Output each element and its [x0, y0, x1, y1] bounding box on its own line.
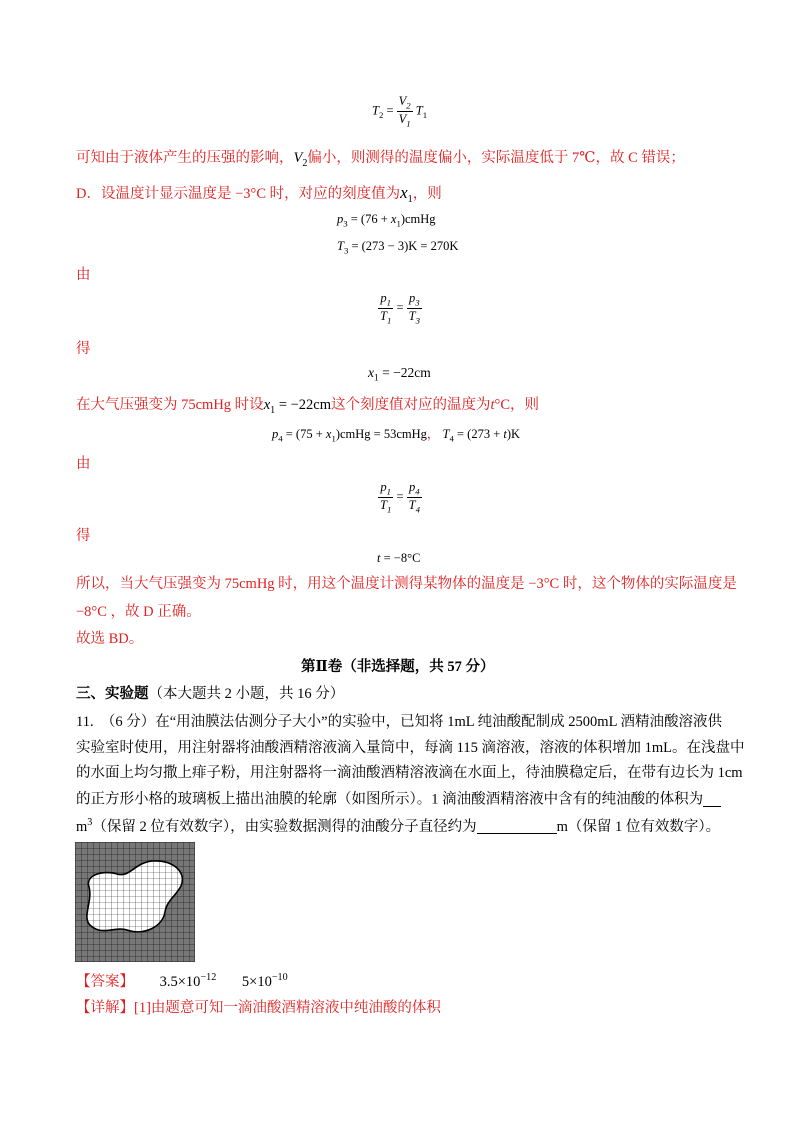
equation-ratio-1: $\frac{p_1}{T_1}$ = $\frac{p_3}{T_3}$: [380, 291, 420, 326]
q11-line-3: 的水面上均匀撒上痱子粉，用注射器将一滴油酸酒精溶液滴在水面上，待油膜稳定后，在带有边长为 1cm: [76, 765, 743, 781]
text-line-c: 可知由于液体产生的压强的影响，$V_2$偏小，则测得的温度偏小，实际温度低于 7℃，故 C 错误；: [76, 150, 685, 169]
q11-line-5: $m^3$（保留 2 位有效数字），由实验数据测得的油酸分子直径约为 m（保留 1 位有效数字）。: [76, 817, 721, 835]
equation-p4: $p_4 = (75$ + $x_1)cmHg$ = 53cmHg， $T_4 = (273 + t)K$: [272, 427, 521, 444]
answer-blank-2[interactable]: [477, 819, 557, 834]
text-line-d: D．设温度计显示温度是 −3°C 时，对应的刻度值为$x_1$，则: [76, 183, 442, 205]
text-de-1: 得: [76, 341, 91, 357]
text-so-2: −8°C ，故 D 正确。: [76, 604, 201, 620]
q11-line-4: 的正方形小格的玻璃板上描出油膜的轮廓（如图所示）。1 滴油酸酒精溶液中含有的纯油酸的体积为: [76, 792, 721, 807]
text-line-75: 在大气压强变为 75cmHg 时设$x_1 = -22cm$这个刻度值对应的温度为t°C，则: [76, 397, 540, 416]
equation-x1: $x_1 = -22cm$: [368, 365, 431, 384]
detail-line: 【详解】[1]由题意可知一滴油酸酒精溶液中纯油酸的体积: [76, 1000, 441, 1016]
equation-ratio-2: $\frac{p_1}{T_1}$ = $\frac{p_4}{T_4}$: [380, 480, 420, 515]
q11-line-1: 11. （6 分）在“用油膜法估测分子大小”的实验中，已知将 1mL 纯油酸配制成 2500mL 酒精油酸溶液供: [76, 714, 723, 730]
equation-t: t = −8°C: [377, 551, 421, 565]
section-3-heading: 三、实验题（本大题共 2 小题，共 16 分）: [76, 686, 345, 702]
equation-t3: $T_3 = (273 - 3)K = 270K$: [337, 239, 459, 256]
text-you-2: 由: [76, 456, 91, 472]
answer-2: $5\times 10^{-10}$: [241, 972, 288, 990]
equation-p3: $p_3 = (76$ + $x_1)cmHg$: [337, 212, 436, 229]
section-title: 第Ⅱ卷（非选择题，共 57 分）: [301, 659, 495, 675]
answer-line: 【答案】 $3.5\times 10^{-12}$ $5\times 10^{-10}$: [76, 972, 288, 990]
fraction-v2-v1: $\frac{V_2}{V_1}$: [398, 94, 411, 129]
text-so-1: 所以，当大气压强变为 75cmHg 时，用这个温度计测得某物体的温度是 −3°C 时，这个物体的实际温度是: [76, 576, 737, 592]
oil-film-grid-figure: [75, 842, 195, 962]
q11-line-2: 实验室时使用，用注射器将油酸酒精溶液滴入量筒中，每滴 115 滴溶液，溶液的体积增加 1mL。在浅盘中: [76, 740, 745, 756]
text-de-2: 得: [76, 528, 91, 544]
text-choose: 故选 BD。: [76, 631, 144, 647]
text-you-1: 由: [76, 267, 91, 283]
answer-blank-1[interactable]: [703, 792, 721, 807]
answer-1: $3.5\times 10^{-12}$: [159, 972, 217, 990]
equation-t2: $T_2$ = $\frac{V_2}{V_1}$ $T_1$: [372, 94, 428, 129]
